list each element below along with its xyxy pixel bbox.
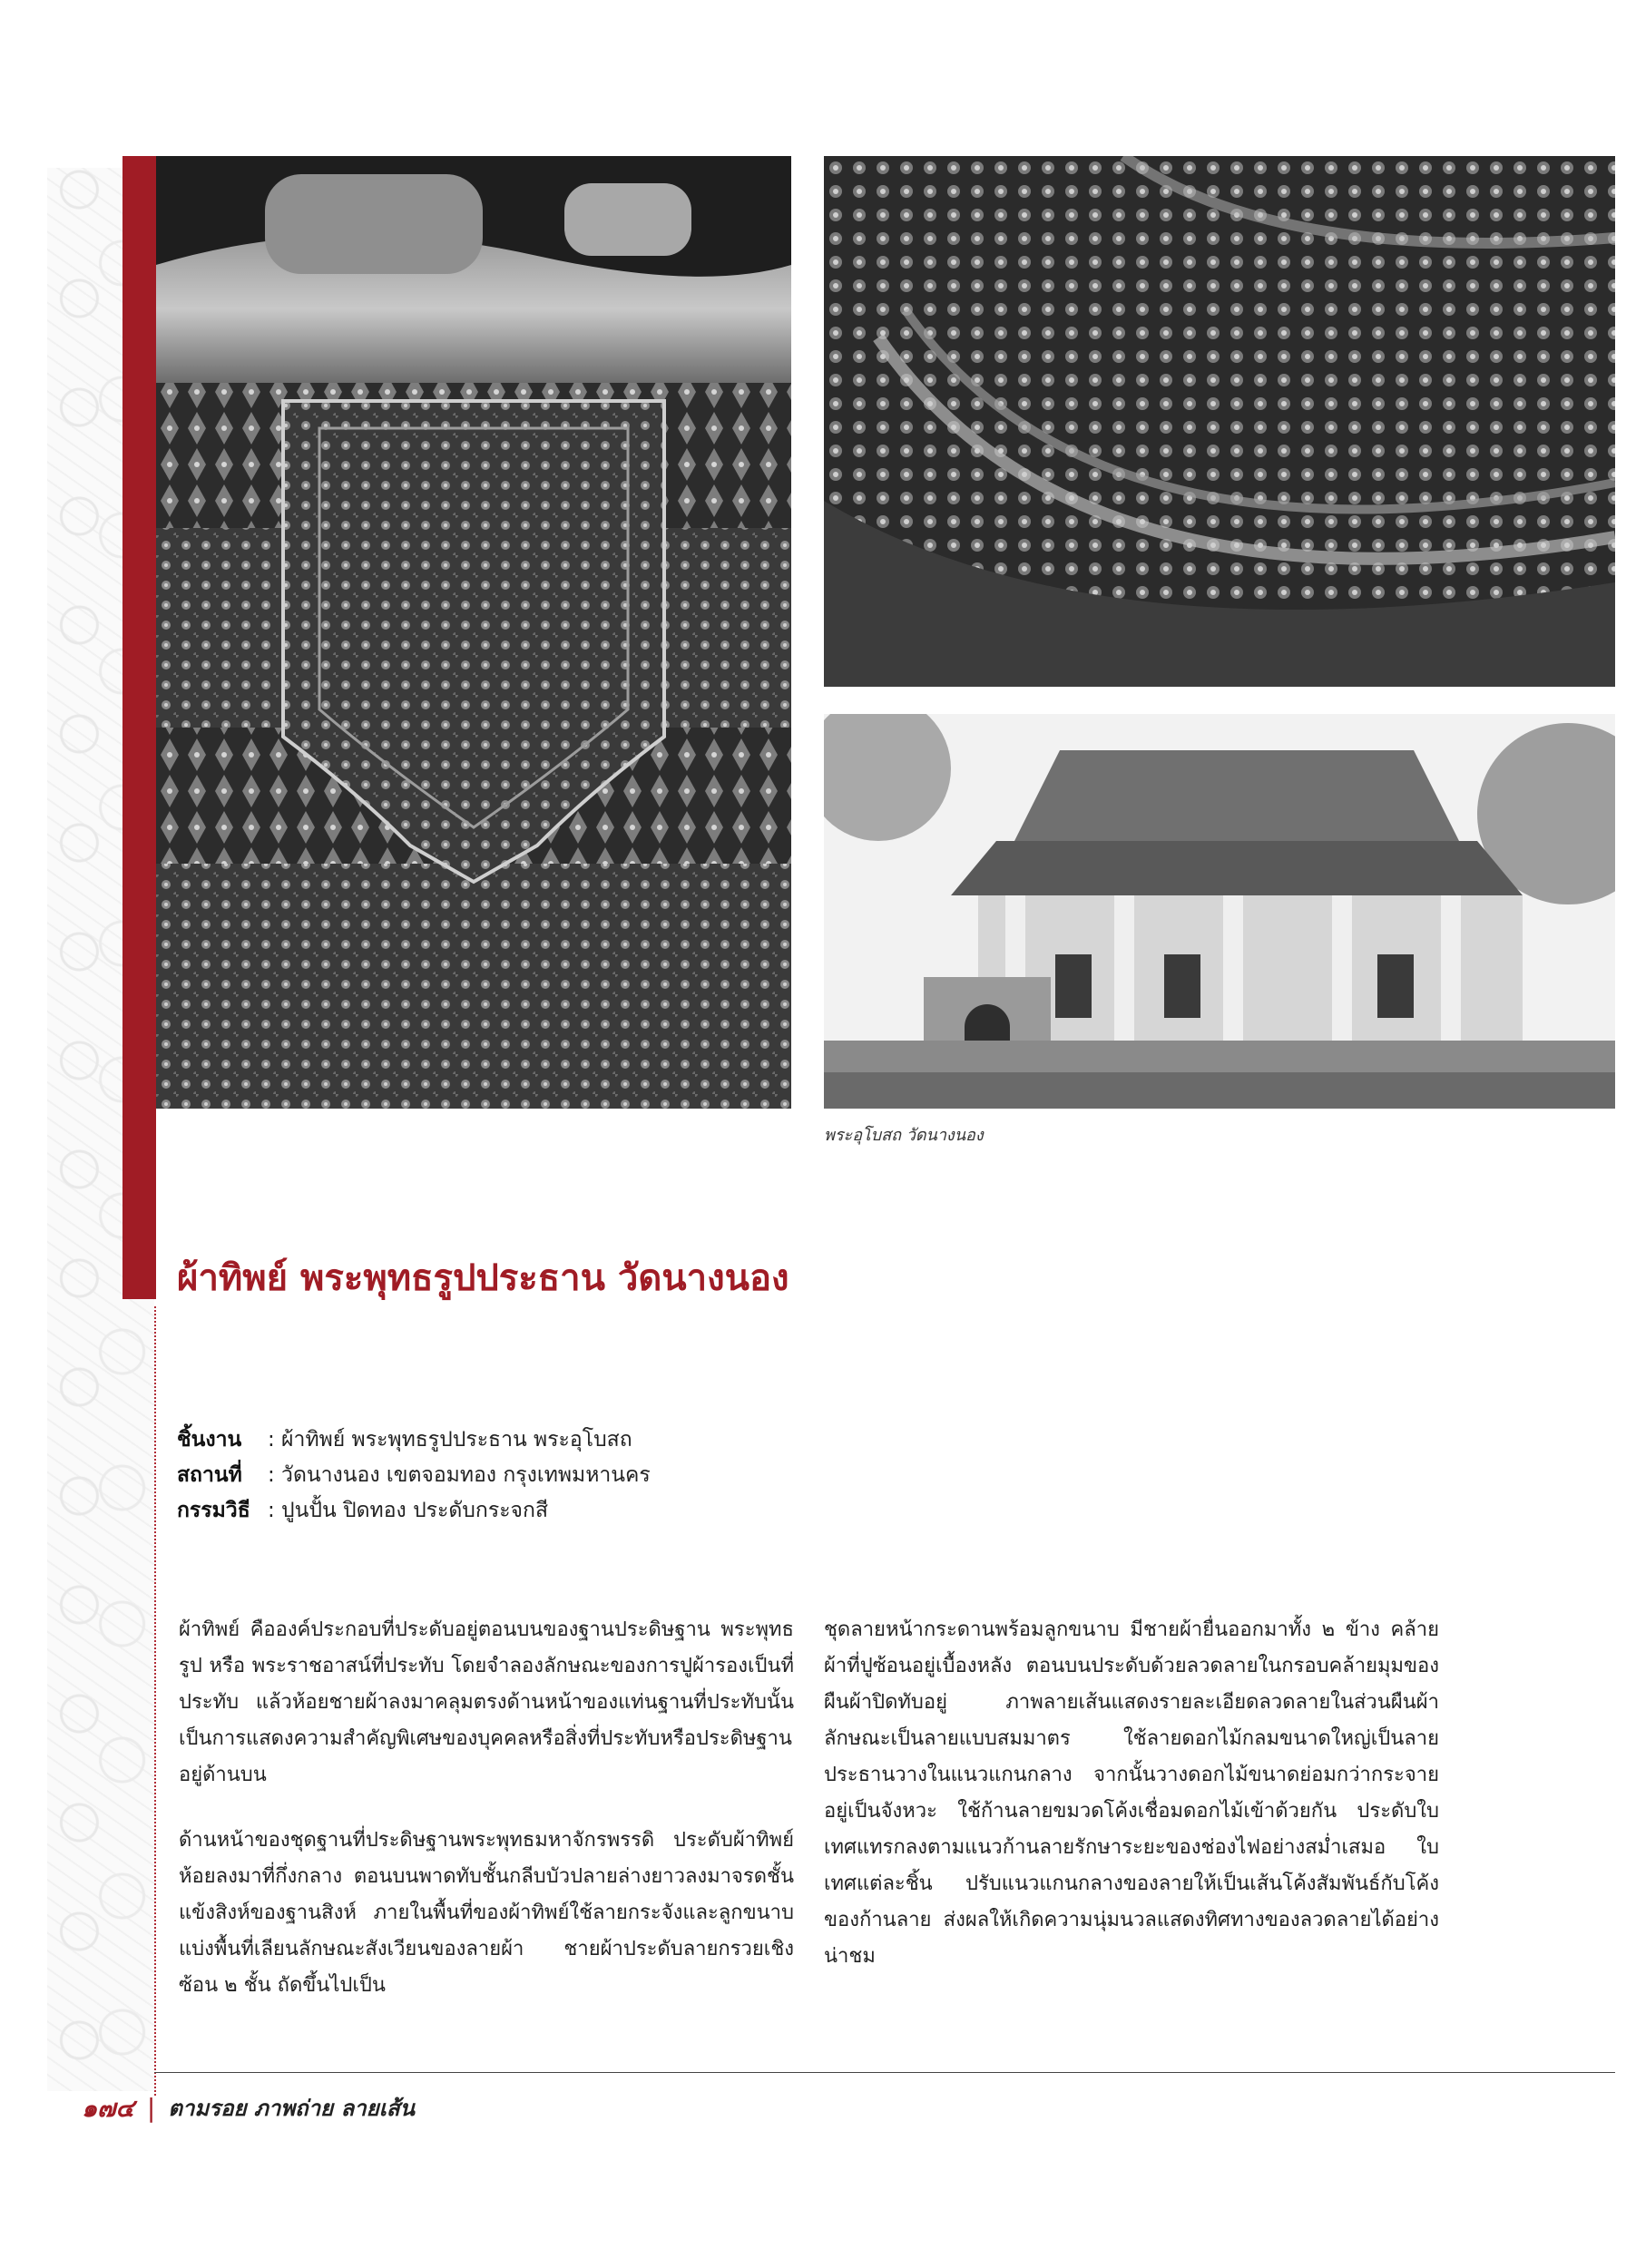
artwork-info bbox=[177, 1422, 903, 1529]
book-title: ตามรอย ภาพถ่าย ลายเส้น bbox=[168, 2096, 415, 2121]
info-label: ชิ้นงาน bbox=[177, 1428, 242, 1452]
page-footer bbox=[82, 2088, 415, 2127]
info-value: : ผ้าทิพย์ พระพุทธรูปประธาน พระอุโบสถ bbox=[268, 1428, 632, 1452]
photo-caption: พระอุโบสถ วัดนางนอง bbox=[824, 1126, 984, 1145]
info-row-technique bbox=[177, 1493, 903, 1529]
dotted-divider bbox=[154, 1306, 156, 2096]
body-paragraph: ด้านหน้าของชุดฐานที่ประดิษฐานพระพุทธมหาจักรพรรดิ ประดับผ้าทิพย์ห้อยลงมาที่กึ่งกลาง ตอนบนพาดทับชั้นกลีบบัวปลายล่างยาวลงมาจรดชั้นแข้งสิงห์ของฐานสิงห์ ภายในพื้นที่ของผ้าทิพย์ใช้ลายกระจังและลูกขนาบแบ่งพื้นที่เลียนลักษณะสังเวียนของลายผ้า ชายผ้าประดับลายกรวยเชิงซ้อน ๒ ชั้น ถัดขึ้นไปเป็น bbox=[179, 1829, 794, 1997]
info-label: กรรมวิธี bbox=[177, 1499, 250, 1522]
info-value: : ปูนปั้น ปิดทอง ประดับกระจกสี bbox=[268, 1499, 548, 1522]
page-title: ผ้าทิพย์ พระพุทธรูปประธาน วัดนางนอง bbox=[177, 1257, 789, 1299]
body-paragraph: ผ้าทิพย์ คือองค์ประกอบที่ประดับอยู่ตอนบนของฐานประดิษฐาน พระพุทธรูป หรือ พระราชอาสน์ที่ประทับ โดยจำลองลักษณะของการปูผ้ารองเป็นที่ประทับ แล้วห้อยชายผ้าลงมาคลุมตรงด้านหน้าของแท่นฐานที่ประทับนั้น เป็นการแสดงความสำคัญพิเศษของบุคคลหรือสิ่งที่ประทับหรือประดิษฐานอยู่ด้านบน bbox=[179, 1618, 794, 1786]
info-value: : วัดนางนอง เขตจอมทอง กรุงเทพมหานคร bbox=[268, 1463, 651, 1487]
photo-ordination-hall bbox=[824, 714, 1615, 1109]
body-column-right bbox=[824, 1612, 1439, 1975]
info-row-location bbox=[177, 1458, 903, 1493]
photo-buddha-base bbox=[156, 156, 791, 1109]
info-row-work bbox=[177, 1422, 903, 1458]
body-column-left bbox=[179, 1612, 794, 2004]
info-label: สถานที่ bbox=[177, 1463, 242, 1487]
body-paragraph: ชุดลายหน้ากระดานพร้อมลูกขนาบ มีชายผ้ายื่นออกมาทั้ง ๒ ข้าง คล้ายผ้าที่ปูซ้อนอยู่เบื้องหลัง ตอนบนประดับด้วยลวดลายในกรอบคล้ายมุมของผืนผ้าปิดทับอยู่ ภาพลายเส้นแสดงรายละเอียดลวดลายในส่วนผืนผ้า ลักษณะเป็นลายแบบสมมาตร ใช้ลายดอกไม้กลมขนาดใหญ่เป็นลายประธานวางในแนวแกนกลาง จากนั้นวางดอกไม้ขนาดย่อมกว่ากระจายอยู่เป็นจังหวะ ใช้ก้านลายขมวดโค้งเชื่อมดอกไม้เข้าด้วยกัน ประดับใบเทศแทรกลงตามแนวก้านลายรักษาระยะของช่องไฟอย่างสม่ำเสมอ ใบเทศแต่ละชิ้น ปรับแนวแกนกลางของลายให้เป็นเส้นโค้งสัมพันธ์กับโค้งของก้านลาย ส่งผลให้เกิดความนุ่มนวลแสดงทิศทางของลวดลายได้อย่างน่าชม bbox=[824, 1618, 1439, 1968]
red-accent-bar bbox=[122, 156, 156, 1299]
footer-separator: | bbox=[146, 2093, 156, 2123]
page-number: ๑๗๔ bbox=[82, 2095, 134, 2123]
photo-ornament-detail bbox=[824, 156, 1615, 687]
footer-rule bbox=[154, 2072, 1615, 2073]
